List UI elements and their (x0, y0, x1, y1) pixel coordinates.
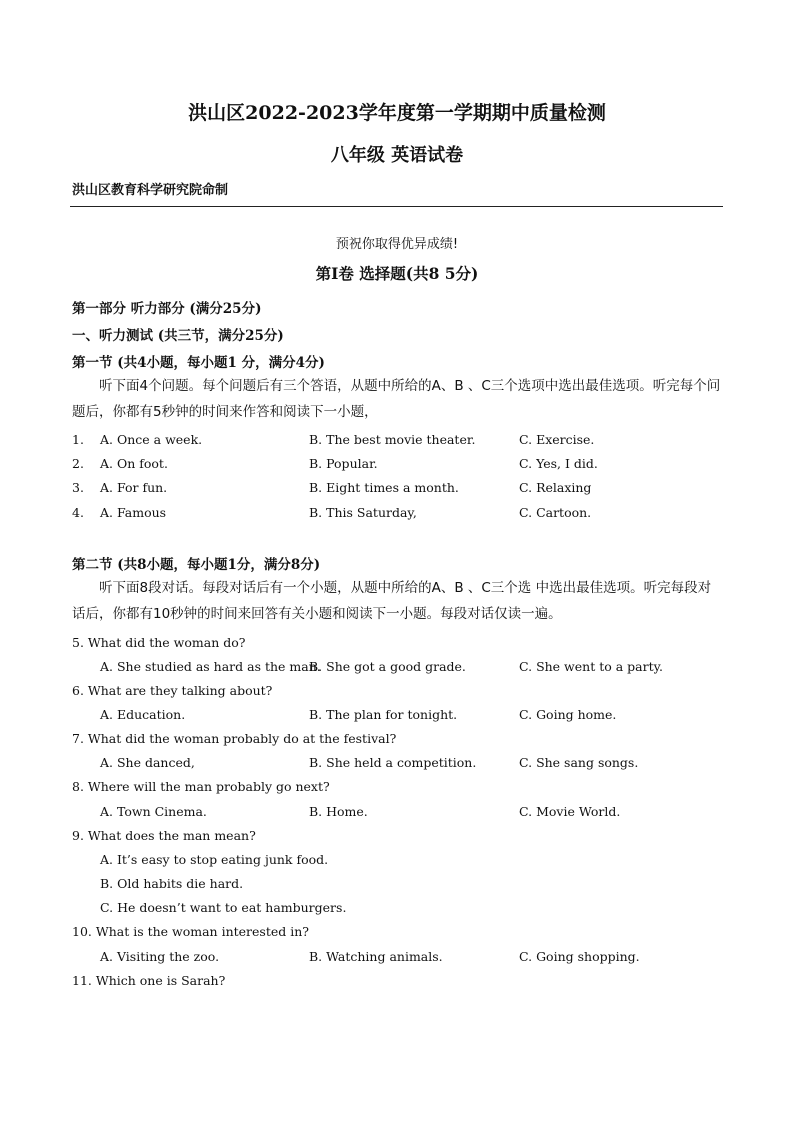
question-row (72, 755, 724, 775)
option-a: A. Famous (100, 505, 167, 520)
option-c: C. Exercise. (519, 432, 595, 447)
option-a: A. She danced, (100, 755, 195, 770)
question-number: 1. (72, 432, 84, 447)
option-b: B. Eight times a month. (309, 480, 459, 495)
option-a: A. It’s easy to stop eating junk food. (100, 852, 329, 867)
question-row (72, 505, 724, 525)
option-c: C. He doesn’t want to eat hamburgers. (100, 900, 347, 915)
question-stem (72, 924, 724, 944)
option-b: B. Home. (309, 804, 368, 819)
question-text: 11. Which one is Sarah? (72, 973, 226, 988)
option-c: C. Yes, I did. (519, 456, 598, 471)
option-b: B. Popular. (309, 456, 378, 471)
question-stem (72, 683, 724, 703)
option-a: A. Town Cinema. (100, 804, 207, 819)
option-c: C. She sang songs. (519, 755, 639, 770)
part1-heading: 第一部分 听力部分 (满分25分) (72, 301, 262, 317)
question-number: 4. (72, 505, 84, 520)
option-c: C. Going shopping. (519, 949, 640, 964)
section2-heading: 第二节 (共8小题，每小题1分，满分8分) (72, 557, 321, 573)
question-row (72, 432, 724, 452)
section2-instructions: 听下面8段对话。每段对话后有一个小题，从题中所给的A、B 、C三个选 中选出最佳选项。听完每段对话后，你都有10秒钟的时间来回答有关小题和阅读下一小题。每段对话仅读一遍。 (72, 580, 712, 622)
question-text: 8. Where will the man probably go next? (72, 779, 330, 794)
option-b: B. The plan for tonight. (309, 707, 458, 722)
option-b: B. She got a good grade. (309, 659, 466, 674)
volume-heading: 第I卷 选择题(共8 5分) (315, 264, 479, 283)
question-row (72, 707, 724, 727)
question-number: 2. (72, 456, 84, 471)
exam-subtitle: 八年级 英语试卷 (330, 145, 464, 166)
option-b: B. Old habits die hard. (100, 876, 244, 891)
question-text: 7. What did the woman probably do at the festival? (72, 731, 397, 746)
option-a: A. Once a week. (100, 432, 203, 447)
question-row (72, 480, 724, 500)
option-a: A. Education. (100, 707, 186, 722)
question-stem (72, 731, 724, 751)
part1-subheading: 一、听力测试 (共三节，满分25分) (72, 328, 284, 344)
question-text: 9. What does the man mean? (72, 828, 256, 843)
question-row (72, 659, 724, 679)
option-c: C. Relaxing (519, 480, 592, 495)
section1-instructions: 听下面4个问题。每个问题后有三个答语，从题中所给的A、B 、C三个选项中选出最佳选项。听完每个问题后，你都有5秒钟的时间来作答和阅读下一小题， (72, 378, 721, 420)
option-a: A. Visiting the zoo. (100, 949, 220, 964)
question-row (72, 456, 724, 476)
option-c: C. Cartoon. (519, 505, 592, 520)
question-text: 10. What is the woman interested in? (72, 924, 309, 939)
good-luck-note: 预祝你取得优异成绩! (335, 237, 459, 252)
question-text: 6. What are they talking about? (72, 683, 273, 698)
question-text: 5. What did the woman do? (72, 635, 246, 650)
option-a: A. On foot. (100, 456, 168, 471)
option-b: B. The best movie theater. (309, 432, 476, 447)
section1-heading: 第一节 (共4小题，每小题1 分，满分4分) (72, 355, 325, 371)
option-a: A. She studied as hard as the man. (100, 659, 321, 674)
exam-title: 洪山区2022-2023学年度第一学期期中质量检测 (188, 102, 606, 124)
question-row (72, 804, 724, 824)
option-b: B. She held a competition. (309, 755, 477, 770)
option-c: C. Movie World. (519, 804, 621, 819)
question-stem (72, 635, 724, 655)
question-stem (72, 973, 724, 993)
option-c: C. She went to a party. (519, 659, 663, 674)
question-stem (72, 779, 724, 799)
issuer-line: 洪山区教育科学研究院命制 (72, 183, 229, 198)
option-b: B. This Saturday, (309, 505, 417, 520)
option-c: C. Going home. (519, 707, 617, 722)
option-b: B. Watching animals. (309, 949, 443, 964)
option-a: A. For fun. (100, 480, 168, 495)
question-row (72, 949, 724, 969)
question-stem (72, 828, 724, 848)
question-number: 3. (72, 480, 84, 495)
header-divider (70, 206, 723, 207)
